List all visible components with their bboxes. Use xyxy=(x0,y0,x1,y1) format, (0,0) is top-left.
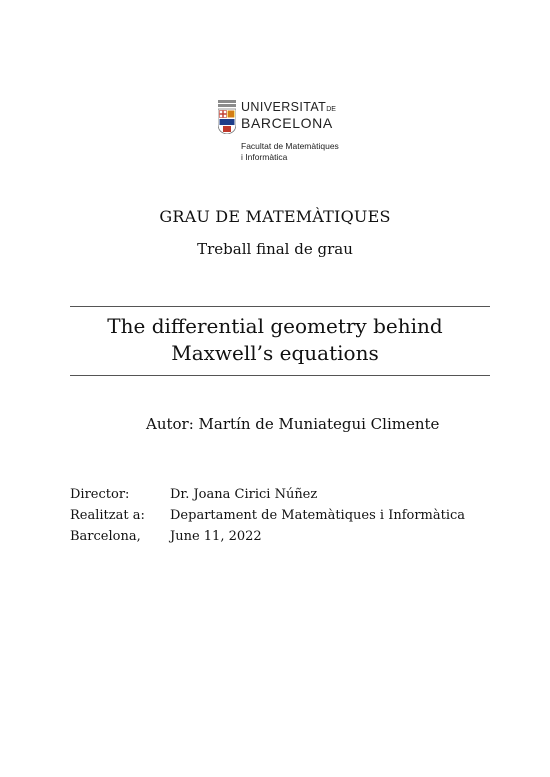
meta-row-date xyxy=(70,526,465,547)
meta-key: Realitzat a: xyxy=(70,508,145,523)
degree-title: GRAU DE MATEMÀTIQUES xyxy=(159,207,391,226)
title-bottom-rule xyxy=(70,375,490,376)
metadata-block xyxy=(70,484,465,547)
university-shield-icon xyxy=(218,100,236,134)
faculty-line-2: i Informàtica xyxy=(241,152,288,162)
meta-value: Departament de Matemàtiques i Informàtica xyxy=(170,508,466,523)
faculty-name xyxy=(241,141,339,163)
meta-key: Barcelona, xyxy=(70,529,141,544)
university-name-top: UNIVERSITATDE xyxy=(241,100,336,114)
meta-value: Dr. Joana Cirici Núñez xyxy=(170,487,318,502)
university-logo xyxy=(218,100,358,180)
thesis-title-line-1: The differential geometry behind xyxy=(107,314,443,338)
thesis-title xyxy=(0,313,550,367)
meta-key: Director: xyxy=(70,487,130,502)
meta-row-director xyxy=(70,484,465,505)
work-type: Treball final de grau xyxy=(197,240,353,258)
faculty-line-1: Facultat de Matemàtiques xyxy=(241,141,339,151)
meta-row-location xyxy=(70,505,465,526)
meta-value: June 11, 2022 xyxy=(170,529,262,544)
university-name-bottom: BARCELONA xyxy=(241,115,333,131)
author-line: Autor: Martín de Muniategui Climente xyxy=(146,415,440,433)
title-top-rule xyxy=(70,306,490,307)
thesis-title-line-2: Maxwell’s equations xyxy=(171,341,379,365)
